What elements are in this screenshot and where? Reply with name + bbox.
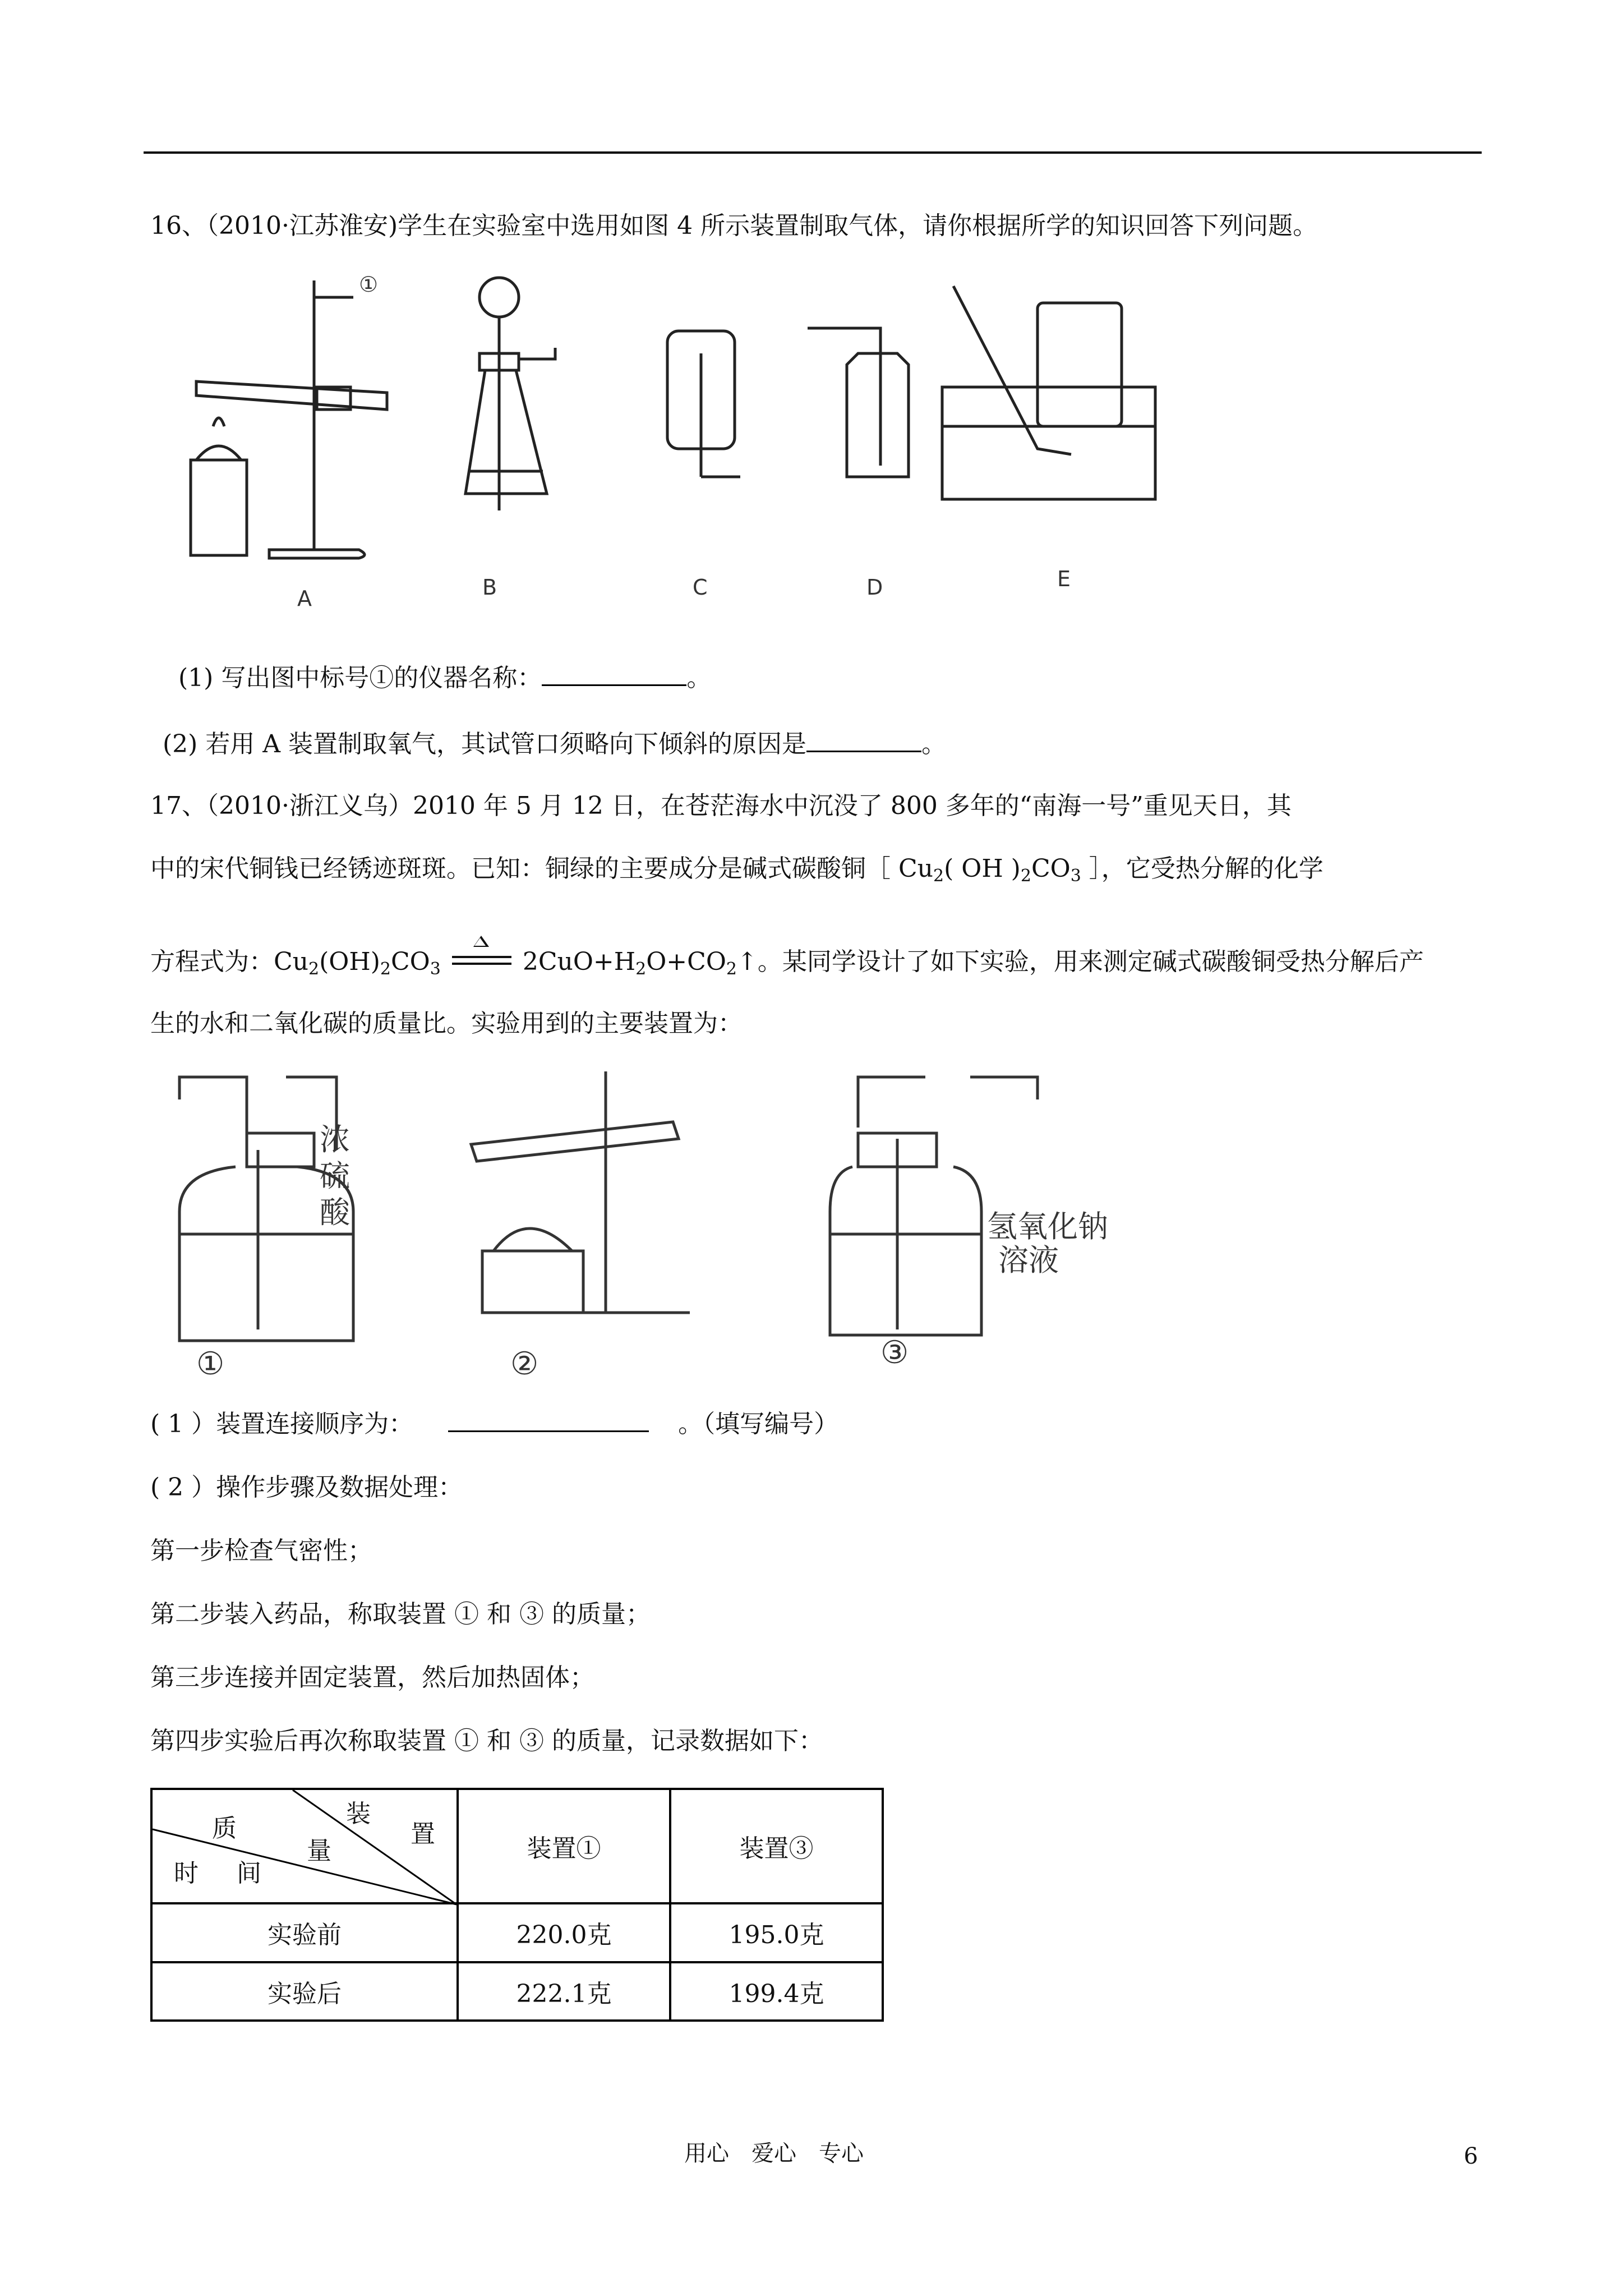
callout-1: ① [359, 272, 379, 297]
fig-label-e: E [1057, 567, 1071, 591]
q16-sub2: (2) 若用 A 装置制取氧气，其试管口须略向下倾斜的原因是 。 [163, 730, 947, 758]
fig-label-1: ① [196, 1346, 225, 1382]
naoh-label-2: 溶液 [998, 1243, 1059, 1278]
step-4: 第四步实验后再次称取装置 ① 和 ③ 的质量，记录数据如下： [150, 1727, 823, 1755]
header-device-3: 装置③ [670, 1789, 883, 1903]
diagonal-header-cell: 装 置 质 量 时 间 [151, 1789, 458, 1903]
q16-apparatus-figure [185, 272, 1183, 611]
acid-label-3: 酸 [320, 1195, 350, 1230]
naoh-label-1: 氢氧化钠 [987, 1209, 1108, 1244]
fig-label-3: ③ [880, 1335, 909, 1371]
q17-line1: 17、（2010·浙江义乌）2010 年 5 月 12 日，在苍茫海水中沉没了 800 多年的“南海一号”重见天日，其 [150, 792, 1292, 820]
q17-apparatus-figure [168, 1066, 1166, 1386]
page-number: 6 [1464, 2143, 1478, 2169]
table-row: 实验后 222.1克 199.4克 [151, 1962, 883, 2021]
q17-equation-line: 方程式为：$Cu_2(OH)_2CO_3$ $2CuO+H_2O+CO_2↑$。某同学设计了如下实验，用来测定碱式碳酸铜受热分解后产 [150, 946, 1424, 986]
table-header-row [151, 1789, 883, 1903]
q16-sub1: (1) 写出图中标号①的仪器名称： 。 [178, 664, 712, 692]
answer-blank[interactable] [542, 684, 686, 686]
data-table [150, 1788, 884, 2022]
q17-s1: ( 1 ）装置连接顺序为： 。（填写编号） [150, 1410, 839, 1438]
q16-intro: 16、（2010·江苏淮安)学生在实验室中选用如图 4 所示装置制取气体，请你根据所学的知识回答下列问题。 [150, 211, 1318, 240]
fig-label-a: A [297, 586, 312, 611]
step-2: 第二步装入药品，称取装置 ① 和 ③ 的质量； [150, 1600, 651, 1628]
fig-label-d: D [866, 575, 883, 600]
header-rule [144, 151, 1482, 154]
q17-line4: 生的水和二氧化碳的质量比。实验用到的主要装置为： [150, 1009, 743, 1038]
step-3: 第三步连接并固定装置，然后加热固体； [150, 1663, 594, 1692]
answer-blank[interactable] [806, 751, 921, 752]
acid-label-2: 硫 [320, 1158, 350, 1194]
header-device-1: 装置① [458, 1789, 670, 1903]
footer-motto: 用心 爱心 专心 [684, 2141, 864, 2166]
q17-line2: 中的宋代铜钱已经锈迹斑斑。已知：铜绿的主要成分是碱式碳酸铜［ $Cu_2$( OH )$_2CO_3$ ］，它受热分解的化学 [150, 854, 1324, 886]
heat-equals-sign [449, 953, 515, 975]
step-1: 第一步检查气密性； [150, 1536, 372, 1565]
acid-label-1: 浓 [320, 1122, 350, 1157]
answer-blank[interactable] [448, 1430, 649, 1432]
q17-s2: ( 2 ）操作步骤及数据处理： [150, 1473, 463, 1502]
fig-label-2: ② [510, 1346, 539, 1382]
fig-label-b: B [482, 575, 497, 600]
table-row: 实验前 220.0克 195.0克 [151, 1903, 883, 1962]
fig-label-c: C [693, 575, 708, 600]
